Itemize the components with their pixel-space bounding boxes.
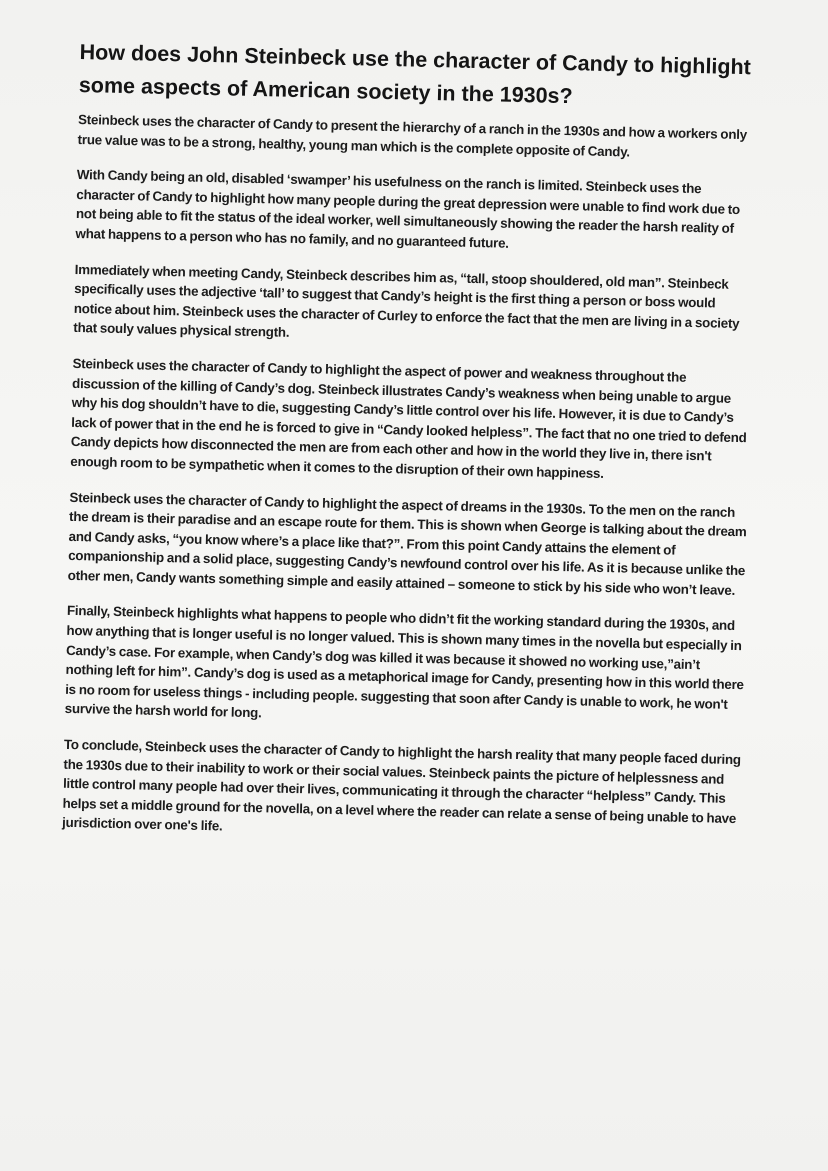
paragraph-swamper: With Candy being an old, disabled ‘swamper’ his usefulness on the ranch is limited. Steinbeck uses the character of Candy to highlight how many people during the great depression were unable to find work due to not being able to fit the status of the ideal worker, well simultaneously showing the reader the harsh reality of what happens to a person who has no family, and no guaranteed future. — [75, 167, 741, 251]
paragraph-intro: Steinbeck uses the character of Candy to present the hierarchy of a ranch in the 1930s and how a workers only true value was to be a strong, healthy, young man which is the complete opposite of Candy. — [77, 111, 748, 160]
essay-title: How does John Steinbeck use the character of Candy to highlight some aspects of American society in the 1930s? — [78, 39, 752, 109]
essay-content — [62, 36, 760, 864]
paragraph-description: Immediately when meeting Candy, Steinbeck describes him as, “tall, stoop shouldered, old man”. Steinbeck specifically uses the adjective ‘tall’ to suggest that Candy’s height is the first thing a person or boss would notice about him. Steinbeck uses the character of Curley to enforce the fact that the men are living in a society that souly values physical strength. — [73, 261, 740, 341]
paragraph-dreams: Steinbeck uses the character of Candy to highlight the aspect of dreams in the 1930s. To the men on the ranch the dream is their paradise and an escape route for them. This is shown when George is talking about the dream and Candy asks, “you know where’s a place like that?”. From this point Candy attains the element of companionship and a solid place, suggesting Candy’s newfound control over his life. As it is because unlike the other men, Candy wants something simple and easily attained – someone to stick by his side who won’t leave. — [67, 489, 747, 598]
paragraph-power-weakness: Steinbeck uses the character of Candy to highlight the aspect of power and weakness throughout the discussion of the killing of Candy’s dog. Steinbeck illustrates Candy’s weakness when being unable to argue why his dog shouldn’t have to die, suggesting Candy’s little control over his life. However, it is due to Candy’s lack of power that in the end he is forced to give in “Candy looked helpless”. The fact that no one tried to defend Candy depicts how disconnected the men are from each other and how in the world they live in, there isn't enough room to be sympathetic when it comes to the disruption of their own happiness. — [70, 355, 747, 481]
paragraph-working-standard: Finally, Steinbeck highlights what happens to people who didn’t fit the working standard during the 1930s, and how anything that is longer useful is no longer valued. This is shown many times in the novella but especially in Candy’s case. For example, when Candy’s dog was killed it was because it showed no working use,”ain’t nothing left for him”. Candy’s dog is used as a metaphorical image for Candy, presenting how in this world there is no room for useless things - including people. suggesting that soon after Candy is unable to work, he won't survive the harsh world for long. — [64, 603, 744, 721]
paragraph-conclusion: To conclude, Steinbeck uses the character of Candy to highlight the harsh reality that many people faced during the 1930s due to their inability to work or their social values. Steinbeck paints the picture of helplessness and little control many people had over their lives, communicating it through the character “helpless” Candy. This helps set a middle ground for the novella, on a level where the reader can relate a sense of being unable to have jurisdiction over one's life. — [61, 736, 741, 834]
